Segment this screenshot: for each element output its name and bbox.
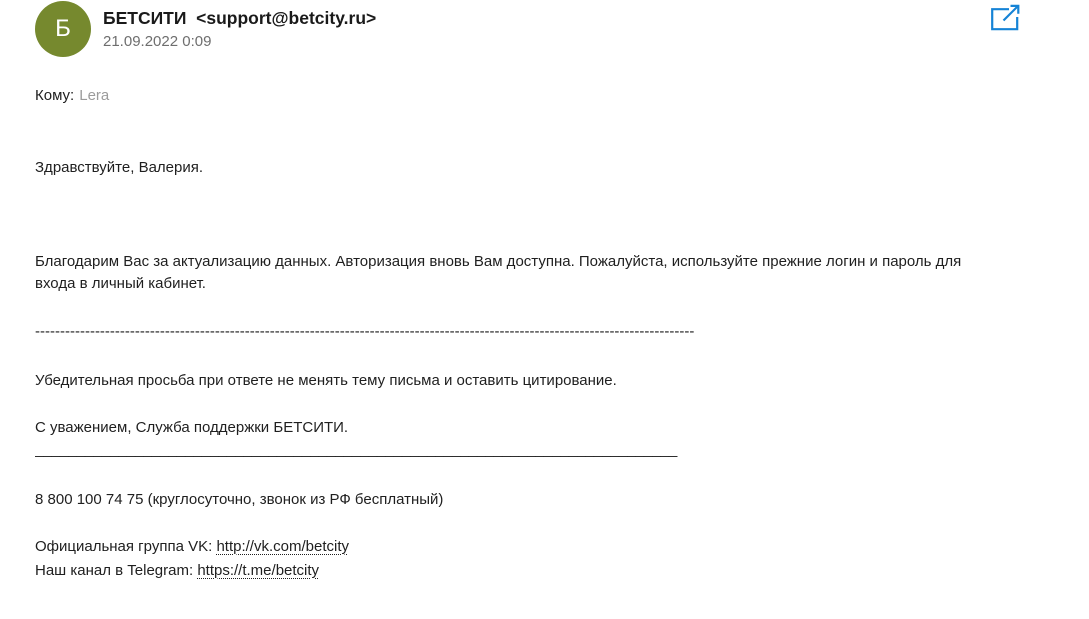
request-line: Убедительная просьба при ответе не менять тему письма и оставить цитирование. xyxy=(35,372,617,389)
sender-name[interactable]: БЕТСИТИ <support@betcity.ru> xyxy=(103,8,377,28)
avatar[interactable] xyxy=(35,1,91,57)
recipient-name[interactable]: Lera xyxy=(79,87,110,104)
underscore-separator: _____________________________________________________________________________ xyxy=(35,441,678,458)
phone-line: 8 800 100 74 75 (круглосуточно, звонок из РФ бесплатный) xyxy=(35,491,444,508)
vk-link[interactable]: http://vk.com/betcity xyxy=(216,538,349,555)
email-header xyxy=(0,0,1089,60)
telegram-line xyxy=(35,560,975,582)
open-in-new-window-button[interactable] xyxy=(988,4,1022,36)
recipient-label: Кому: xyxy=(35,87,75,104)
avatar-letter: Б xyxy=(55,15,71,42)
telegram-label: Наш канал в Telegram: xyxy=(35,562,198,579)
sender-block xyxy=(103,2,1089,51)
signoff-text: С уважением, Служба поддержки БЕТСИТИ. xyxy=(35,419,349,436)
telegram-link[interactable]: https://t.me/betcity xyxy=(197,562,320,579)
email-body xyxy=(35,157,975,582)
recipient-line xyxy=(35,85,1089,107)
dash-separator: ------------------------------------------------------------------------------------------------------------------------------------ xyxy=(35,323,695,340)
main-paragraph: Благодарим Вас за актуализацию данных. Авторизация вновь Вам доступна. Пожалуйста, используйте прежние логин и пароль для входа в личный кабинет. xyxy=(35,253,962,292)
greeting-text: Здравствуйте, Валерия. xyxy=(35,159,204,176)
vk-label: Официальная группа VK: xyxy=(35,538,217,555)
sent-datetime: 21.09.2022 0:09 xyxy=(103,33,212,50)
open-in-new-window-icon xyxy=(989,21,1021,36)
vk-line xyxy=(35,536,975,558)
